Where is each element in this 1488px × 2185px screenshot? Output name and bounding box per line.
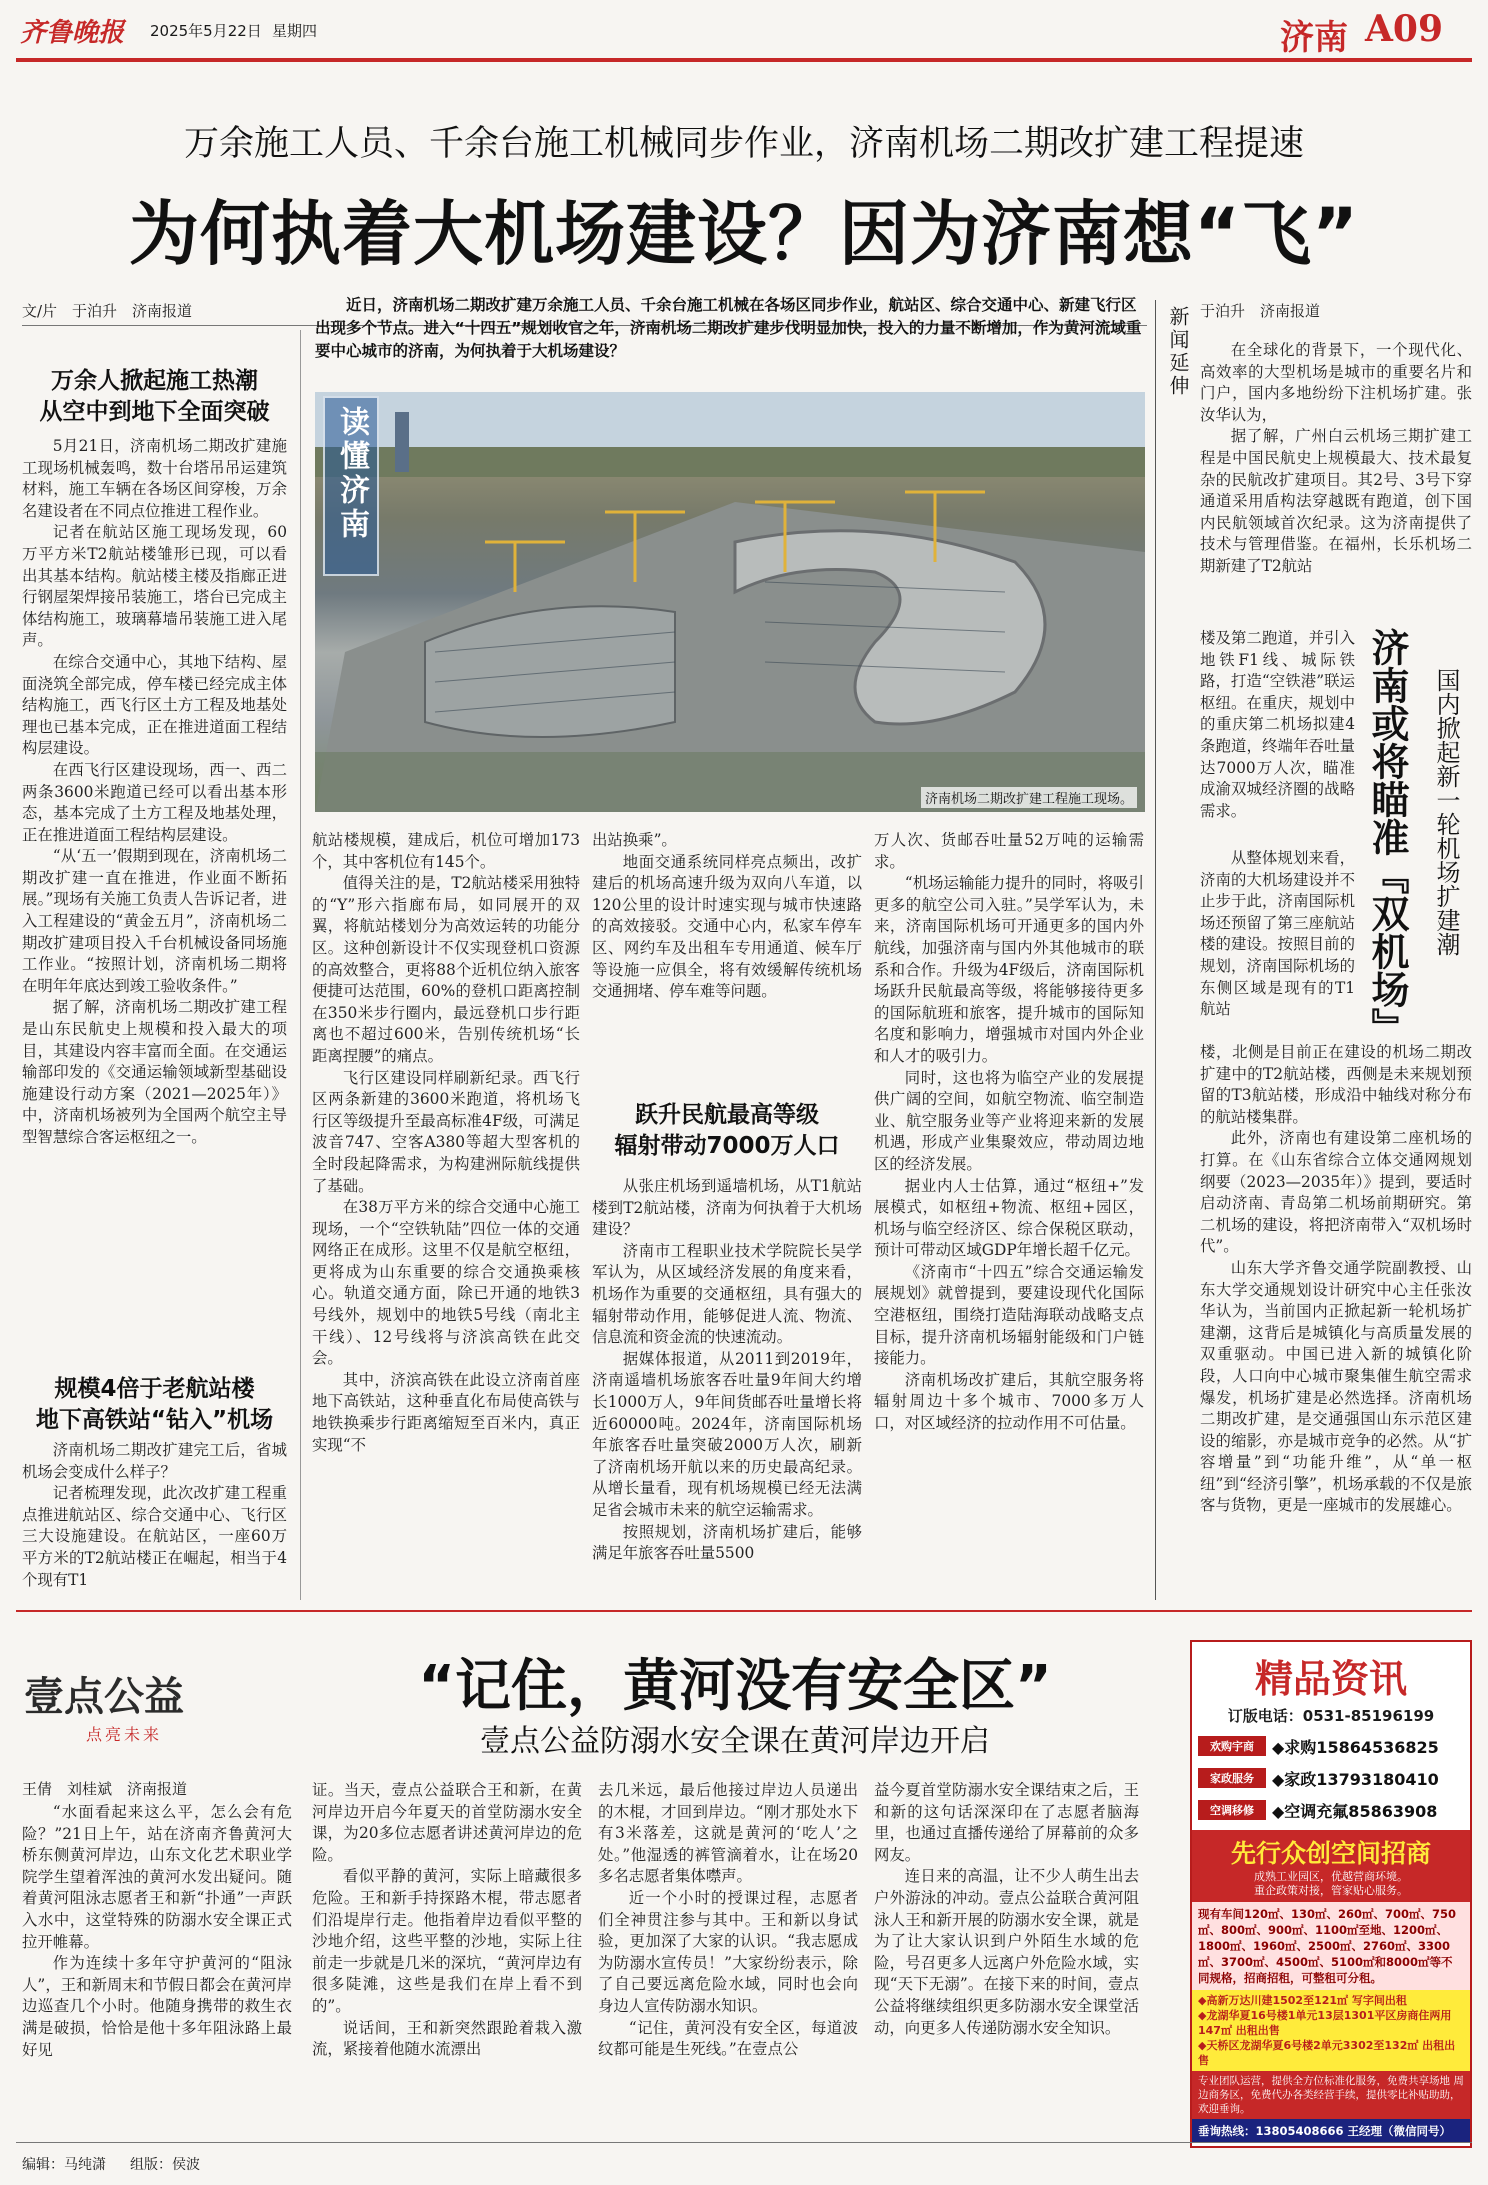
paragraph: 据业内人士估算，通过“枢纽+”发展模式，如枢纽+物流、枢纽+园区，机场与临空经济区、综合保税区联动，预计可带动区域GDP年增长超千亿元。 [874, 1176, 1144, 1260]
extension-column-narrow [1200, 628, 1355, 848]
column-1 [22, 436, 287, 1368]
paragraph: 5月21日，济南机场二期改扩建施工现场机械轰鸣，数十台塔吊吊运建筑材料，施工车辆在各场区间穿梭，万余名建设者在不同点位推进工程作业。 [22, 437, 287, 520]
charity-logo-slogan: 点亮未来 [85, 1725, 162, 1744]
paragraph: 看似平静的黄河，实际上暗藏很多危险。王和新手持探路木棍，带志愿者们沿堤岸行走。他指着岸边看似平整的沙地介绍，这些平整的沙地，实际上往前走一步就是几米的深坑，“黄河岸边有很多陡滩，这些是我们在岸上看不到的”。 [312, 1867, 582, 2015]
paragraph: 此外，济南也有建设第二座机场的打算。在《山东省综合立体交通网规划纲要（2023—2035年）》提到，要适时启动济南、青岛第二机场前期研究。第二机场的建设，将把济南带入“双机场时代”。 [1200, 1129, 1472, 1256]
bottom-column-1 [22, 1802, 292, 2128]
ad-sizes: 现有车间120㎡、130㎡、260㎡、700㎡、750㎡、800㎡、900㎡、1100㎡至地、1200㎡、1800㎡、1960㎡、2500㎡、2760㎡、3300㎡、3700㎡、4500㎡、5100㎡和8000㎡等不同规格，招商招租，可整租可分租。 [1192, 1902, 1470, 1990]
bottom-byline: 王倩 刘桂斌 济南报道 [22, 1780, 188, 1798]
paragraph: 据了解，广州白云机场三期扩建工程是中国民航史上规模最大、技术最复杂的民航改扩建项目。其2号、3号下穿通道采用盾构法穿越既有跑道，创下国内民航领域首次纪录。这为济南提供了技术与管理借鉴。在福州，长乐机场二期新建了T2航站 [1200, 427, 1472, 575]
subhead-2-line1: 规模4倍于老航站楼 [54, 1376, 255, 1402]
subhead-2-line2: 地下高铁站“钻入”机场 [35, 1407, 274, 1433]
ad-row [1198, 1764, 1464, 1792]
extension-byline: 于泊升 济南报道 [1200, 302, 1321, 320]
extension-subtitle-text: 国内掀起新一轮机场扩建潮 [1432, 668, 1460, 956]
lead-text: 近日，济南机场二期改扩建万余施工人员、千余台施工机械在各场区同步作业，航站区、综合交通中心、新建飞行区出现多个节点。进入“十四五”规划收官之年，济南机场二期改扩建步伐明显加快，投入的力量不断增加，作为黄河流域重要中心城市的济南，为何执着于大机场建设？ [315, 296, 1142, 360]
photo-caption: 济南机场二期改扩建工程施工现场。 [921, 787, 1137, 808]
paragraph: “从‘五一’假期到现在，济南机场二期改扩建一直在推进，作业面不断拓展。”现场有关施工负责人告诉记者，进入工程建设的“黄金五月”，济南机场二期改扩建项目投入千台机械设备同场施工作业。“按照计划，济南机场二期将在明年年底达到竣工验收条件。” [22, 847, 287, 995]
paragraph: 从张庄机场到遥墙机场，从T1航站楼到T2航站楼，济南为何执着于大机场建设？ [592, 1177, 862, 1239]
ad-row [1198, 1732, 1464, 1760]
paragraph: 记者在航站区施工现场发现，60万平方米T2航站楼雏形已现，可以看出其基本结构。航站楼主楼及指廊正进行钢屋架焊接吊装施工，塔台已完成主体结构施工，玻璃幕墙吊装施工进入尾声。 [22, 523, 287, 650]
ad-line: ◆天桥区龙湖华夏6号楼2单元3302至132㎡ 出租出售 [1198, 2039, 1456, 2067]
ad-line: ◆高新万达川建1502至121㎡ 写字间出租 [1198, 1994, 1407, 2007]
subhead-3 [592, 1100, 862, 1162]
paragraph: 在38万平方米的综合交通中心施工现场，一个“空铁轨陆”四位一体的交通网络正在成形。这里不仅是航空枢纽，更将成为山东重要的综合交通换乘核心。轨道交通方面，除已开通的地铁3号线外，规划中的地铁5号线（南北主干线）、12号线将与济滨高铁在此交会。 [312, 1198, 580, 1368]
header-rule [16, 58, 1472, 62]
charity-logo [24, 1665, 284, 1744]
ad-text: ◆空调充氟85863908 [1272, 1801, 1438, 1821]
lead-paragraph [315, 294, 1145, 363]
paragraph: 济南机场二期改扩建完工后，省城机场会变成什么样子？ [22, 1441, 287, 1481]
paragraph: 飞行区建设同样刷新纪录。西飞行区两条新建的3600米跑道，将机场飞行区等级提升至最高标准4F级，可满足波音747、空客A380等超大型客机的全时段起降需求，为构建洲际航线提供了基础。 [312, 1068, 580, 1195]
subhead-2 [22, 1374, 287, 1436]
header-date: 2025年5月22日 [150, 22, 262, 40]
paragraph: 据了解，济南机场二期改扩建工程是山东民航史上规模和投入最大的项目，其建设内容丰富而全面。在交通运输部印发的《交通运输领域新型基础设施建设行动方案（2021—2025年）》中，济南机场被列为全国两个航空主导型智慧综合客运枢纽之一。 [22, 998, 287, 1146]
paragraph: 记者梳理发现，此次改扩建工程重点推进航站区、综合交通中心、飞行区三大设施建设。在航站区，一座60万平方米的T2航站楼正在崛起，相当于4个现有T1 [22, 1484, 287, 1589]
paragraph: 山东大学齐鲁交通学院副教授、山东大学交通规划设计研究中心主任张汝华认为，当前国内正掀起新一轮机场扩建潮，这背后是城镇化与高质量发展的双重驱动。中国已进入新的城镇化阶段，人口向中心城市聚集催生航空需求爆发，机场扩建是必然选择。济南机场二期改扩建，是交通强国山东示范区建设的缩影，亦是城市竞争的必然。从“扩容增量”到“功能升维”，从“单一枢纽”到“经济引擎”，机场承载的不仅是旅客与货物，更是一座城市的发展雄心。 [1200, 1258, 1472, 1515]
extension-subtitle [1428, 668, 1468, 956]
paragraph: 说话间，王和新突然跟跄着栽入激流，紧接着他随水流漂出 [312, 2018, 582, 2059]
column-3b [592, 1176, 862, 1590]
paragraph: 楼及第二跑道，并引入地铁F1线、城际铁路，打造“空铁港”联运枢纽。在重庆，规划中的重庆第二机场拟建4条跑道，终端年吞吐量达7000万人次，瞄准成渝双城经济圈的战略需求。 [1200, 629, 1355, 820]
subhead-1-line1: 万余人掀起施工热潮 [51, 368, 258, 394]
extension-column-bottom [1200, 1042, 1472, 1600]
ad-title: 精品资讯 [1254, 1657, 1407, 1701]
paragraph: 同时，这也将为临空产业的发展提供广阔的空间，如航空物流、临空制造业、航空服务业等产业将迎来新的发展机遇，形成产业集聚效应，带动周边地区的经济发展。 [874, 1068, 1144, 1173]
paragraph: 航站楼规模，建成后，机位可增加173个，其中客机位有145个。 [312, 831, 580, 871]
page-header [0, 0, 1488, 60]
extension-title [1362, 628, 1417, 1046]
bottom-column-3 [598, 1780, 858, 2128]
page-number: A09 [1365, 8, 1444, 50]
ad-banner [1192, 1830, 1470, 1902]
ad-banner-title: 先行众创空间招商 [1230, 1839, 1431, 1868]
kicker: 万余施工人员、千余台施工机械同步作业，济南机场二期改扩建工程提速 [183, 124, 1304, 164]
paragraph: 济南机场改扩建后，其航空服务将辐射周边十多个城市、7000多万人口，对区域经济的拉动作用不可估量。 [874, 1370, 1144, 1433]
footer-layout: 组版：侯波 [130, 2157, 200, 2173]
paragraph: “水面看起来这么平，怎么会有危险？”21日上午，站在济南齐鲁黄河大桥东侧黄河岸边，山东文化艺术职业学院学生望着浑浊的黄河水发出疑问。随着黄河阻泳志愿者王和新“扑通”一声跃入水中，这堂特殊的防溺水安全课正式拉开帷幕。 [22, 1803, 292, 1951]
ad-hotline: 垂询热线：13805408666 王经理（微信同号） [1192, 2119, 1470, 2143]
paragraph: 连日来的高温，让不少人萌生出去户外游泳的冲动。壹点公益联合黄河阻泳人王和新开展的防溺水安全课，就是为了让大家认识到户外陌生水域的危险，号召更多人远离户外危险水域，实现“天下无溺”。在接下来的时间，壹点公益将继续组织更多防溺水安全课堂活动，向更多人传递防溺水安全知识。 [874, 1867, 1139, 2037]
paper-name: 齐鲁晚报 [20, 18, 125, 48]
paragraph: 从整体规划来看，济南的大机场建设并不止步于此，济南国际机场还预留了第三座航站楼的建设。按照目前的规划，济南国际机场的东侧区域是现有的T1航站 [1200, 849, 1355, 1019]
extension-label-text: 新闻延伸 [1166, 306, 1190, 398]
bottom-headline: “记住，黄河没有安全区” [418, 1654, 1052, 1719]
paragraph: 益今夏首堂防溺水安全课结束之后，王和新的这句话深深印在了志愿者脑海里，也通过直播传递给了屏幕前的众多网友。 [874, 1781, 1139, 1864]
paragraph: 《济南市“十四五”综合交通运输发展规划》就曾提到，要建设现代化国际空港枢纽，围绕打造陆海联动战略支点目标，提升济南机场辐射能级和门户链接能力。 [874, 1262, 1144, 1368]
paragraph: 在综合交通中心，其地下结构、屋面浇筑全部完成，停车楼已经完成主体结构施工，西飞行区土方工程及地基处理也已基本完成，正在推进道面工程结构层建设。 [22, 652, 287, 758]
paragraph: “记住，黄河没有安全区，每道波纹都可能是生死线。”在壹点公 [598, 2018, 858, 2059]
ad-text: ◆家政13793180410 [1272, 1769, 1439, 1789]
photo-tag-text: 读懂济南 [334, 406, 369, 542]
footer-rule [16, 2142, 1472, 2143]
subhead-3-line1: 跃升民航最高等级 [635, 1102, 819, 1128]
paragraph: 在西飞行区建设现场，西一、西二两条3600米跑道已经可以看出基本形态，基本完成了土方工程及地基处理，正在推进道面工程结构层建设。 [22, 760, 287, 844]
extension-divider [1155, 300, 1156, 1600]
paragraph: 地面交通系统同样亮点频出，改扩建后的机场高速升级为双向八车道，以120公里的设计时速实现与城市快速路的高效接驳。交通中心内，私家车停车区、网约车及出租车专用通道、候车厅等设施一应俱全，将有效缓解传统机场交通拥堵、停车难等问题。 [592, 852, 862, 1001]
extension-column-narrow-2 [1200, 848, 1355, 1042]
ad-line: ◆龙湖华夏16号楼1单元13层1301平区房商住两用147㎡ 出租出售 [1198, 2009, 1452, 2037]
paragraph: 其中，济滨高铁在此设立济南首座地下高铁站，这种垂直化布局使高铁与地铁换乘步行距离缩短至百米内，真正实现“不 [312, 1370, 580, 1454]
column-1b [22, 1440, 287, 1590]
paragraph: 去几米远，最后他接过岸边人员递出的木棍，才回到岸边。“刚才那处水下有3米落差，这就是黄河的‘吃人’之处。”他湿透的裤管滴着水，让在场20多名志愿者集体噤声。 [598, 1781, 858, 1886]
paragraph: 济南市工程职业技术学院院长吴学军认为，从区域经济发展的角度来看，机场作为重要的交通枢纽，具有强大的辐射带动作用，能够促进人流、物流、信息流和资金流的快速流动。 [592, 1241, 862, 1347]
ad-lines [1192, 1990, 1470, 2071]
paragraph: 按照规划，济南机场扩建后，能够满足年旅客吞吐量5500 [592, 1522, 862, 1563]
paragraph: 出站换乘”。 [592, 831, 677, 849]
column-3 [592, 830, 862, 1070]
section-name: 济南 [1280, 18, 1348, 58]
headline: 为何执着大机场建设？因为济南想“飞” [128, 193, 1359, 275]
ad-banner-sub: 成熟工业园区，优越营商环境。 重企政策对接，管家贴心服务。 [1254, 1870, 1408, 1897]
paragraph: 值得关注的是，T2航站楼采用独特的“Y”形六指廊布局，如同展开的双翼，将航站楼划分为高效运转的功能分区。这种创新设计不仅实现登机口资源的高效整合，更将88个近机位纳入旅客便捷可达范围，60%的登机口距离控制在350米步行圈内，最远登机口步行距离也不超过600米，告别传统机场“长距离捏腰”的痛点。 [312, 874, 580, 1065]
bottom-column-4 [874, 1780, 1139, 2128]
ad-tag: 家政服务 [1198, 1768, 1266, 1788]
extension-title-text: 济南或将瞄准『双机场』 [1365, 628, 1409, 1046]
subhead-1-line2: 从空中到地下全面突破 [39, 399, 270, 425]
column-4 [874, 830, 1144, 1590]
paragraph: 近一个小时的授课过程，志愿者们全神贯注参与其中。王和新以身试验，更加深了大家的认识。“我志愿成为防溺水宣传员！”大家纷纷表示，除了自己要远离危险水域，同时也会向身边人宣传防溺水知识。 [598, 1888, 858, 2015]
ad-row [1198, 1796, 1464, 1824]
paragraph: 证。当天，壹点公益联合王和新，在黄河岸边开启今年夏天的首堂防溺水安全课，为20多位志愿者讲述黄河岸边的危险。 [312, 1781, 582, 1864]
paragraph: 据媒体报道，从2011到2019年，济南遥墙机场旅客吞吐量9年间大约增长1000万人，9年间货邮吞吐量增长将近60000吨。2024年，济南国际机场年旅客吞吐量突破2000万人次，刷新了济南机场开航以来的历史最高纪录。从增长量看，现有机场规模已经无法满足省会城市未来的航空运输需求。 [592, 1349, 862, 1519]
extension-label [1164, 306, 1190, 398]
photo-tag [323, 396, 379, 576]
bottom-subhead: 壹点公益防溺水安全课在黄河岸边开启 [480, 1724, 990, 1759]
ad-phone: 订版电话：0531-85196199 [1227, 1707, 1435, 1725]
ad-tag: 空调移修 [1198, 1800, 1266, 1820]
column-2 [312, 830, 580, 1590]
paragraph: 万人次、货邮吞吐量52万吨的运输需求。 [874, 831, 1144, 871]
subhead-3-line2: 辐射带动7000万人口 [614, 1133, 840, 1159]
footer-editor: 编辑：马纯潇 [22, 2157, 106, 2173]
ad-text: ◆求购15864536825 [1272, 1737, 1439, 1757]
bottom-column-2 [312, 1780, 582, 2128]
column-divider [300, 330, 301, 1600]
byline: 文/片 于泊升 济南报道 [22, 302, 193, 320]
header-weekday: 星期四 [272, 22, 318, 40]
classified-ad-box [1190, 1640, 1472, 2148]
subhead-1 [22, 366, 287, 428]
section-divider [16, 1610, 1472, 1612]
charity-logo-text: 壹点公益 [24, 1674, 184, 1720]
paragraph: 楼，北侧是目前正在建设的机场二期改扩建中的T2航站楼，西侧是未来规划预留的T3航站楼，形成沿中轴线对称分布的航站楼集群。 [1200, 1043, 1472, 1126]
ad-notes: 专业团队运营，提供全方位标准化服务，免费共享场地 周边商务区，免费代办各类经营手续，提供零比补贴助助，欢迎垂询。 [1192, 2071, 1470, 2119]
extension-column-top [1200, 340, 1472, 628]
ad-tag: 欢购宇商 [1198, 1736, 1266, 1756]
paragraph: 作为连续十多年守护黄河的“阻泳人”，王和新周末和节假日都会在黄河岸边巡查几个小时。他随身携带的救生衣满是破损，恰恰是他十多年阻泳路上最好见 [22, 1954, 292, 2059]
paragraph: 在全球化的背景下，一个现代化、高效率的大型机场是城市的重要名片和门户，国内多地纷纷下注机场扩建。张汝华认为， [1200, 341, 1472, 424]
construction-photo [315, 392, 1145, 812]
paragraph: “机场运输能力提升的同时，将吸引更多的航空公司入驻。”吴学军认为，未来，济南国际机场可开通更多的国内外航线，加强济南与国内外其他城市的联系和合作。升级为4F级后，济南国际机场跃升民航最高等级，将能够接待更多的国际航班和旅客，提升城市的国际知名度和影响力，增强城市对国内外企业和人才的吸引力。 [874, 874, 1144, 1065]
